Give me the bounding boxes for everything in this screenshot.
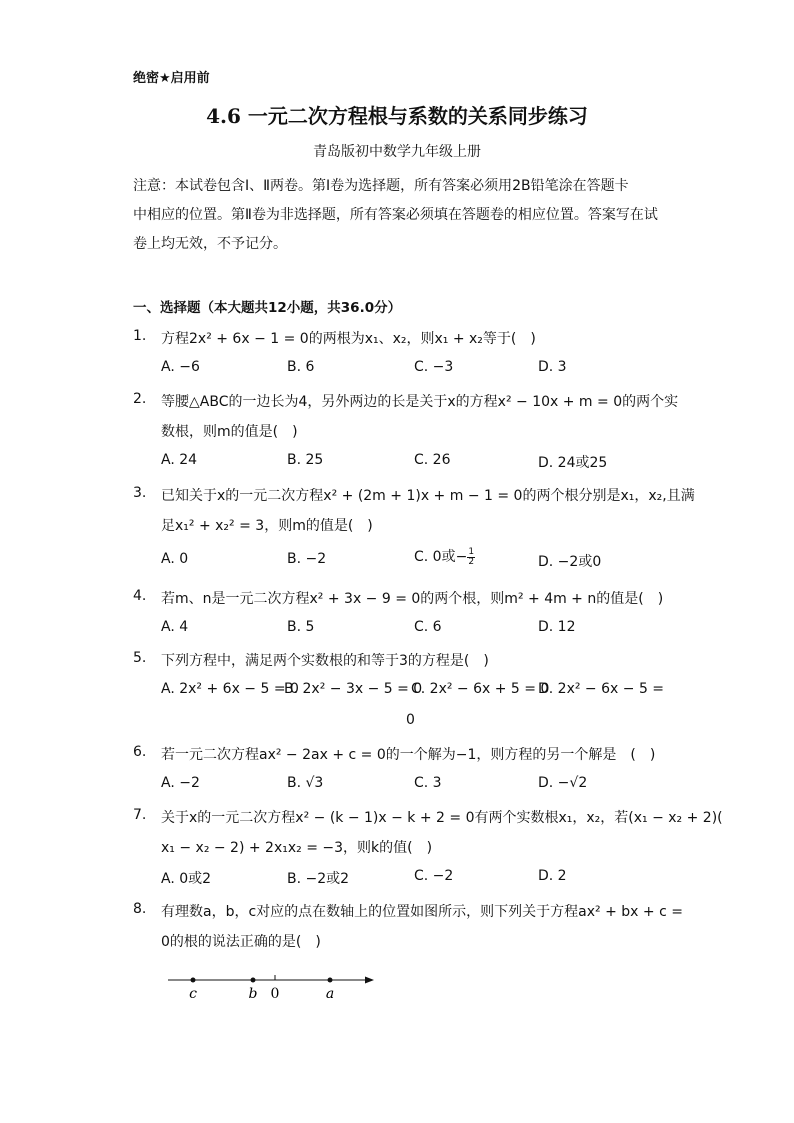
- page-title: 4.6 一元二次方程根与系数的关系同步练习: [206, 104, 588, 128]
- option-c[interactable]: C. −2: [414, 868, 454, 884]
- notice-line-2: 中相应的位置。第Ⅱ卷为非选择题，所有答案必须填在答题卷的相应位置。答案写在试: [133, 207, 658, 223]
- question-text: 若m、n是一元二次方程x² + 3x − 9 = 0的两个根，则m² + 4m + n的值是( ): [161, 591, 664, 607]
- notice-line-3: 卷上均无效，不予记分。: [133, 236, 287, 252]
- option-b[interactable]: B. −2: [287, 551, 327, 567]
- number-line-figure: [160, 966, 380, 1006]
- option-a[interactable]: A. 24: [161, 452, 198, 468]
- question-text: 有理数a，b，c对应的点在数轴上的位置如图所示，则下列关于方程ax² + bx + c =: [161, 904, 683, 920]
- confidential-label: 绝密★启用前: [133, 71, 210, 86]
- notice-line-1: 注意：本试卷包含Ⅰ、Ⅱ两卷。第Ⅰ卷为选择题，所有答案必须用2B铅笔涂在答题卡: [133, 178, 629, 194]
- point-b: [251, 978, 256, 983]
- question-text: 已知关于x的一元二次方程x² + (2m + 1)x + m − 1 = 0的两个根分别是x₁，x₂,且满: [161, 488, 695, 504]
- question-text: 等腰△ABC的一边长为4，另外两边的长是关于x的方程x² − 10x + m = 0的两个实: [161, 394, 679, 410]
- question-text: 0的根的说法正确的是( ): [161, 934, 321, 950]
- question-number: 2.: [133, 391, 147, 407]
- question-text: x₁ − x₂ − 2) + 2x₁x₂ = −3，则k的值( ): [161, 840, 433, 856]
- option-b[interactable]: B. 25: [287, 452, 324, 468]
- question-text: 若一元二次方程ax² − 2ax + c = 0的一个解为−1，则方程的另一个解是 ( ): [161, 747, 656, 763]
- option-d[interactable]: D. 3: [538, 359, 567, 375]
- option-b[interactable]: B. −2或2: [287, 871, 350, 887]
- label-zero: 0: [270, 986, 280, 1002]
- label-c: c: [189, 986, 197, 1002]
- option-b[interactable]: B. 6: [287, 359, 315, 375]
- option-d[interactable]: D. −√2: [538, 775, 588, 791]
- arrow-head-icon: [365, 977, 374, 984]
- option-b[interactable]: B. √3: [287, 775, 324, 791]
- question-number: 1.: [133, 328, 147, 344]
- option-a[interactable]: A. −2: [161, 775, 200, 791]
- option-c[interactable]: [414, 546, 475, 567]
- option-d[interactable]: D. 2: [538, 868, 567, 884]
- option-b[interactable]: B. 5: [287, 619, 315, 635]
- page-subtitle: 青岛版初中数学九年级上册: [313, 144, 481, 160]
- fraction-numerator: 1: [468, 546, 475, 557]
- option-d[interactable]: D. 2x² − 6x − 5 =: [538, 681, 665, 697]
- point-c: [191, 978, 196, 983]
- exam-notice: [133, 172, 663, 259]
- option-a[interactable]: A. 2x² + 6x − 5 = 0: [161, 681, 299, 697]
- option-a[interactable]: A. 0或2: [161, 871, 212, 887]
- question-text: 方程2x² + 6x − 1 = 0的两根为x₁、x₂，则x₁ + x₂等于( ): [161, 331, 536, 347]
- option-b[interactable]: B. 2x² − 3x − 5 = 0: [284, 681, 423, 697]
- option-d[interactable]: D. 24或25: [538, 455, 608, 471]
- section-heading: 一、选择题（本大题共12小题，共36.0分）: [133, 300, 402, 316]
- question-number: 4.: [133, 588, 147, 604]
- question-number: 8.: [133, 901, 147, 917]
- option-a[interactable]: A. 4: [161, 619, 189, 635]
- question-text: 足x₁² + x₂² = 3，则m的值是( ): [161, 518, 373, 534]
- question-number: 7.: [133, 807, 147, 823]
- option-c[interactable]: C. 2x² − 6x + 5 = 0: [411, 681, 550, 697]
- option-c[interactable]: C. −3: [414, 359, 454, 375]
- question-number: 6.: [133, 744, 147, 760]
- option-c[interactable]: C. 6: [414, 619, 442, 635]
- fraction: [467, 548, 475, 567]
- option-d[interactable]: D. −2或0: [538, 554, 602, 570]
- option-a[interactable]: A. −6: [161, 359, 200, 375]
- option-c[interactable]: C. 26: [414, 452, 451, 468]
- label-a: a: [325, 986, 335, 1002]
- question-number: 5.: [133, 650, 147, 666]
- option-c[interactable]: C. 3: [414, 775, 442, 791]
- question-text: 数根，则m的值是( ): [161, 424, 298, 440]
- question-text: 下列方程中，满足两个实数根的和等于3的方程是( ): [161, 653, 489, 669]
- label-b: b: [248, 986, 258, 1002]
- option-c-text: C. 0或−: [414, 549, 468, 565]
- option-d[interactable]: D. 12: [538, 619, 576, 635]
- fraction-denominator: 2: [468, 556, 475, 567]
- option-a[interactable]: A. 0: [161, 551, 189, 567]
- question-number: 3.: [133, 485, 147, 501]
- point-a: [328, 978, 333, 983]
- option-d-continued: 0: [406, 712, 415, 728]
- question-text: 关于x的一元二次方程x² − (k − 1)x − k + 2 = 0有两个实数根x₁，x₂，若(x₁ − x₂ + 2)(: [161, 810, 723, 826]
